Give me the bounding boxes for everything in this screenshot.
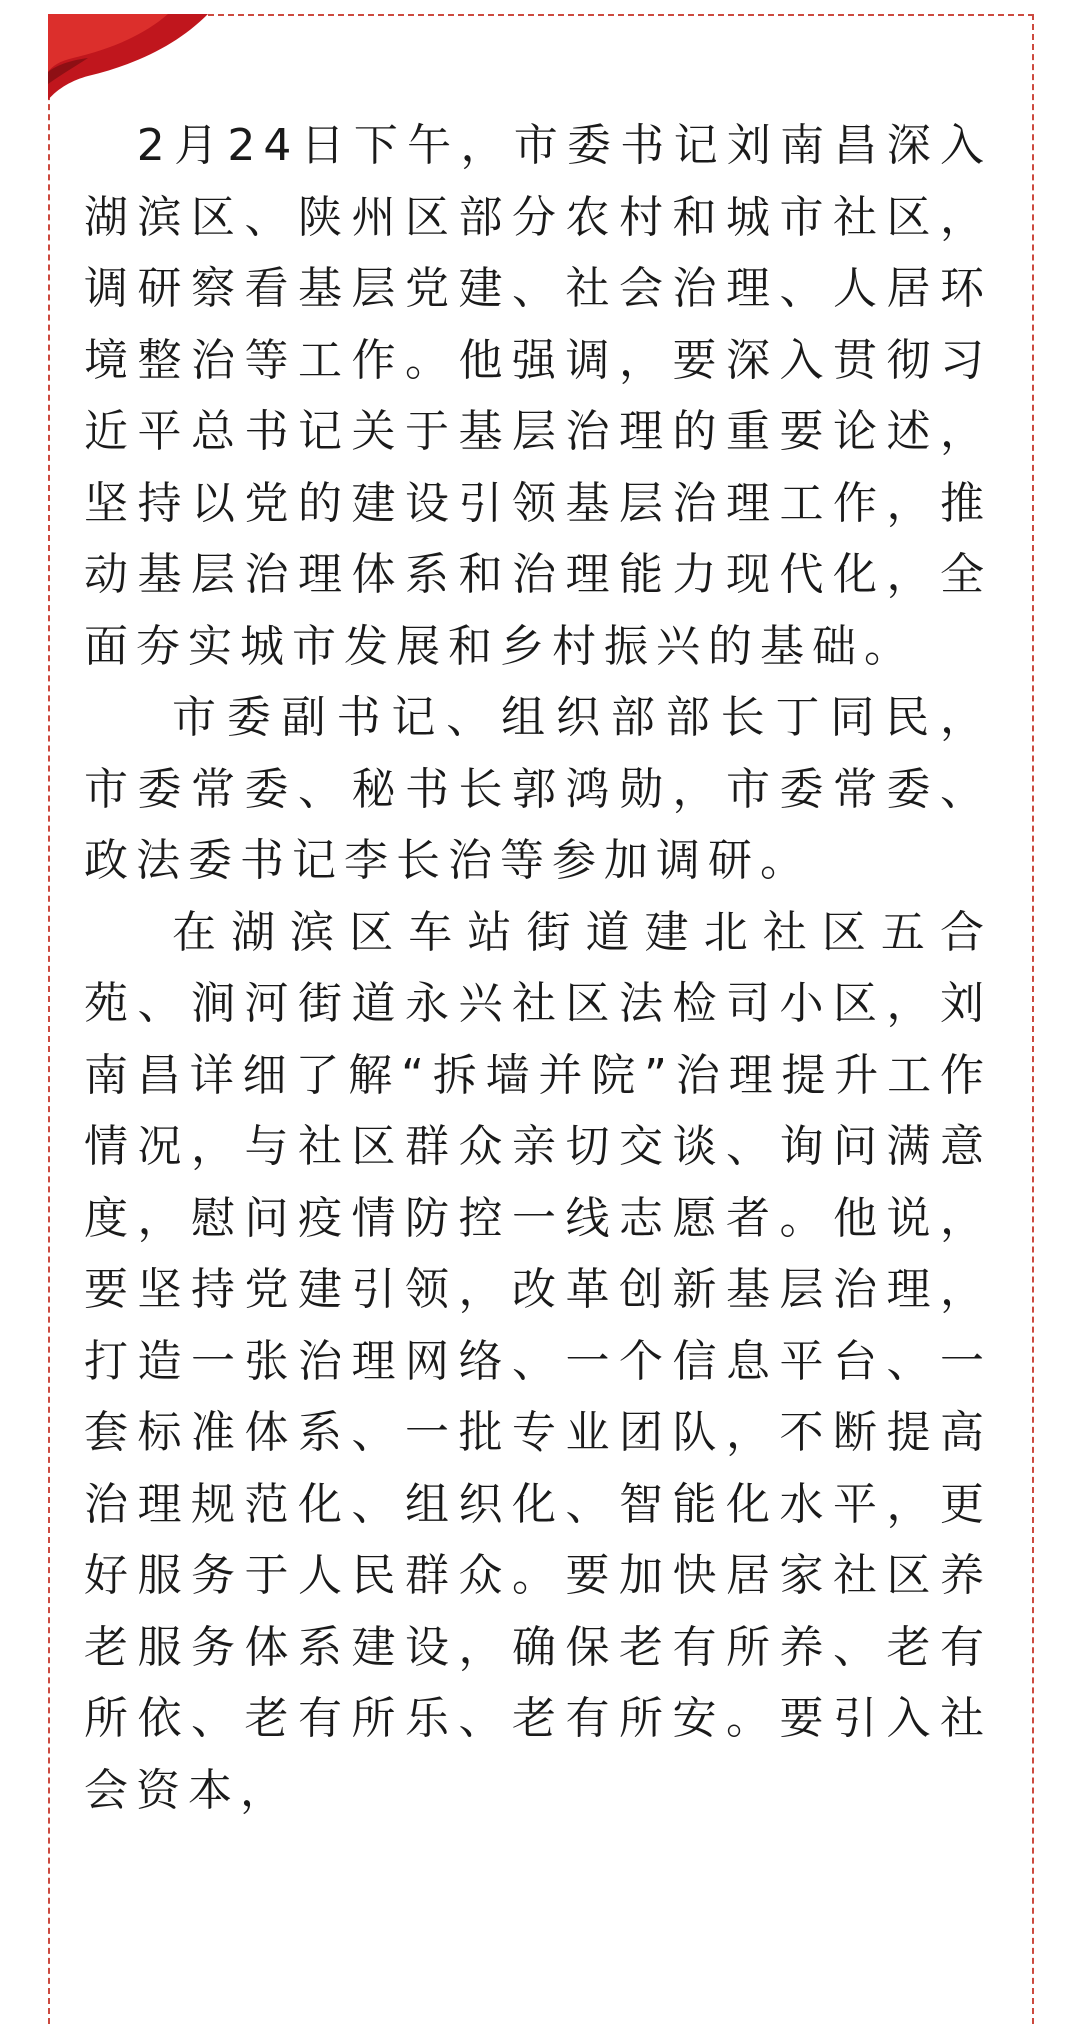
- red-ribbon-decoration: [48, 14, 208, 100]
- paragraph-3: 在湖滨区车站街道建北社区五合苑、涧河街道永兴社区法检司小区，刘南昌详细了解“拆墙并院”治理提升工作情况，与社区群众亲切交谈、询问满意度，慰问疫情防控一线志愿者。他说，要坚持党建引领，改革创新基层治理，打造一张治理网络、一个信息平台、一套标准体系、一批专业团队，不断提高治理规范化、组织化、智能化水平，更好服务于人民群众。要加快居家社区养老服务体系建设，确保老有所养、老有所依、老有所乐、老有所安。要引入社会资本，: [84, 906, 992, 1816]
- paragraph-2: 市委副书记、组织部部长丁同民，市委常委、秘书长郭鸿勋，市委常委、政法委书记李长治等参加调研。: [84, 692, 992, 886]
- paragraph-1: 2月24日下午，市委书记刘南昌深入湖滨区、陕州区部分农村和城市社区，调研察看基层党建、社会治理、人居环境整治等工作。他强调，要深入贯彻习近平总书记关于基层治理的重要论述，坚持以党的建设引领基层治理工作，推动基层治理体系和治理能力现代化，全面夯实城市发展和乡村振兴的基础。: [84, 120, 992, 672]
- article-body: [84, 110, 992, 1826]
